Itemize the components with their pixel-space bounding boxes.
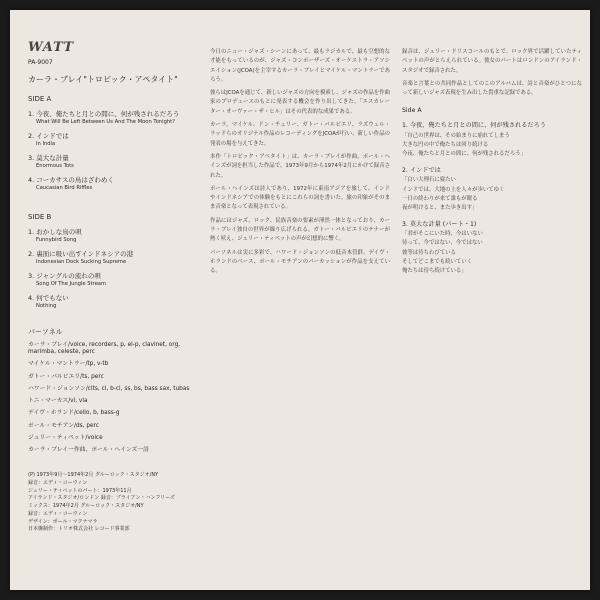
lyric-line: 大きな円の中で俺たちは回り続ける: [402, 142, 489, 149]
track-title-en: Caucasian Bird Riffles: [36, 185, 93, 191]
track-item: [28, 227, 198, 243]
personnel-entry: カーラ・ブレイ/voice, recorders, p, el-p, clavinet, org, marimba, celeste, perc: [28, 342, 181, 356]
track-title-jp: 2. インドでは: [28, 132, 69, 140]
personnel-entry: カーラ・ブレイ一作曲、ポール・ヘインズ一詩: [28, 447, 149, 454]
track-title-jp: 3. 莫大な計量: [28, 154, 69, 162]
liner-paragraph: カーラ、マイケル、ドン・チェリー、ガトー・バルビエリ、ラズウェル・ラッドらのオリジナル作品のレコーディングをJCOAが行い、新しい作品の発表の場を与えてきた。: [210, 122, 390, 147]
track-listing-column: [28, 40, 198, 454]
lyric-line: 「自己の世界は、その始まりに崩れてしまう: [402, 132, 510, 139]
lyric-line: 「君がそこにいた時、今はいない: [402, 231, 483, 238]
track-item: [28, 131, 198, 147]
liner-paragraph: 今日のニュー・ジャズ・シーンにあって、最もラジカルで、最も空想的な才能をもっているのが、ジャズ・コンポーザーズ・オーケストラ・アソシエイション(JCOA)を主宰するカーラ・ブレイとマイケル・マントラーであろう。: [210, 49, 390, 83]
side-b-label: SIDE B: [28, 213, 52, 221]
personnel-entry: マイケル・マントラー/tp, v-tb: [28, 361, 109, 368]
liner-paragraph: 録音は、ジュリー・ドリスコールのもとで、ロック界で活躍していたティペットの声がとらえられている。彼女のパートはロンドンのアイランド・スタジオで録音された。: [402, 49, 582, 74]
liner-paragraph: 本作「トロピック・アペタイト」は、カーラ・ブレイが作曲、ポール・ヘインズが詞を担当した作品で、1973年9月から1974年2月にかけて録音された。: [210, 153, 390, 179]
track-title-en: Enormous Tots: [36, 163, 74, 169]
lyric-line: 俺たちは待ち続けている」: [402, 268, 467, 275]
catalog-number: PA-9007: [28, 59, 53, 66]
track-item: [28, 109, 198, 125]
personnel-entry: トニ・マーカス/vl, vla: [28, 398, 88, 405]
personnel-entry: ガトー・バルビエリ/ts, perc: [28, 373, 104, 380]
track-title-en: In India: [36, 141, 56, 147]
lyrics-section: [402, 166, 582, 214]
credit-line: ジュリー・ティペットのパート：1973年11月: [28, 487, 132, 494]
lyrics-section: [402, 220, 582, 277]
track-title-jp: 1. おかしな鳥の唄: [28, 228, 82, 236]
lyric-line: 夜が明けると、また歩き出す」: [402, 205, 478, 212]
lyrics-side-label: Side A: [402, 107, 422, 115]
track-title-jp: 4. 何でもない: [28, 294, 69, 302]
liner-paragraph: 作品にはジャズ、ロック、民族音楽の要素が渾然一体となっており、カーラ・ブレイ独自の世界が繰り広げられる。ガトー・バルビエリのテナーが熱く吠え、ジュリー・ティペットの声が幻想的に響く。: [210, 217, 390, 243]
track-title-jp: 2. 裏面に吸い出すインドネシアの港: [28, 250, 134, 258]
lyrics-column: [402, 48, 582, 277]
personnel-entry: ポール・モチアン/ds, perc: [28, 422, 100, 429]
credit-line: ミックス：1974年2月 グルーロック・スタジオ/NY: [28, 503, 144, 509]
lyrics-heading: 3. 莫大な計量 (パート・1): [402, 220, 477, 228]
track-item: [28, 293, 198, 309]
liner-paragraph: パーソネルは実に多彩で、ハワード・ジョンソンの低音木管群、デイヴ・ホランドのベース、ポール・モチアンのパーカッションが作品を支えている。: [210, 249, 390, 275]
liner-paragraph: ポール・ヘインズは詩人であり、1972年に東南アジアを旅して、インドやインドネシアでの体験をもとにこれらの詞を書いた。旅の印象がそのまま音楽となって表現されている。: [210, 185, 390, 211]
liner-notes-sheet: [10, 10, 590, 590]
credit-line: 録音：エディ・コーウィン: [28, 510, 88, 517]
liner-paragraph: 音楽と言葉との共同作品としてのこのアルバムは、詩と音楽がひとつになって新しいジャズ表現を生み出した貴重な記録である。: [402, 80, 582, 97]
track-title-en: Funnybird Song: [36, 237, 77, 243]
track-title-en: Song Of The Jungle Stream: [36, 281, 107, 287]
track-item: [28, 175, 198, 191]
track-title-jp: 4. コーカサスの鳥はざわめく: [28, 176, 114, 184]
lyrics-heading: 1. 今夜、俺たちと月との間に、何が残されるだろう: [402, 122, 546, 130]
personnel-entry: ハワード・ジョンソン/clts, cl, b-cl, ss, bs, bass sax, tubas: [28, 385, 190, 392]
track-title-en: Indonesian Dock Sucking Supreme: [36, 259, 127, 265]
side-b-tracklist: [28, 227, 198, 309]
track-title-jp: 3. ジャングルの流れの唄: [28, 272, 101, 280]
liner-notes-column: [210, 48, 390, 277]
personnel-entry: デイヴ・ホランド/cello, b, bass-g: [28, 410, 120, 417]
lyrics-heading: 2. インドでは: [402, 166, 441, 174]
personnel-entry: ジュリー・ティペット/voice: [28, 434, 103, 441]
track-title-en: Nothing: [36, 303, 57, 309]
track-item: [28, 271, 198, 287]
lyric-line: 彼等は待ちわびている: [402, 249, 456, 256]
side-a-label: SIDE A: [28, 95, 52, 103]
track-title-en: What Will Be Left Between Us And The Moon Tonight?: [36, 119, 175, 125]
credit-line: デザイン：ポール・マクナマラ: [28, 518, 98, 525]
personnel-heading: パーソネル: [28, 328, 63, 336]
album-title: カーラ・ブレイ"トロピック・アペタイト": [28, 75, 178, 84]
recording-credits: [28, 472, 198, 534]
track-item: [28, 153, 198, 169]
track-item: [28, 249, 198, 265]
track-title-jp: 1. 今夜、俺たちと月との間に、何が残されるだろう: [28, 110, 180, 118]
lyric-line: そしてどこまでも続いていく: [402, 259, 473, 266]
lyric-line: 一日の終わりが来て誰もが眠る: [402, 195, 478, 202]
credit-line: (P) 1973年9月〜1974年2月 グルーロック・スタジオ/NY: [28, 472, 159, 478]
lyric-line: 今夜、俺たちと月との間に、何が残されるだろう」: [402, 151, 526, 158]
personnel-list: [28, 342, 198, 454]
lyric-line: 「白い大理石に寝たい: [402, 177, 456, 184]
credit-line: 日本盤制作：トリオ株式会社 レコード事業部: [28, 526, 130, 533]
lyrics-section: [402, 121, 582, 160]
credit-line: アイランド・スタジオ/ロンドン 録音：ブライアン・ハンフリーズ: [28, 495, 175, 502]
credit-line: 録音：エディ・コーウィン: [28, 479, 88, 486]
lyric-line: 待って、今ではない、今ではない: [402, 240, 483, 247]
watt-logo: WATT: [28, 40, 75, 55]
side-a-tracklist: [28, 109, 198, 191]
lyric-line: インドでは、大地の上を人々が歩いてゆく: [402, 186, 505, 193]
liner-paragraph: 彼らはJCOAを通じて、新しいジャズの方向を模索し、ジャズの作品を作曲家のプロデュースのもとに発表する機会を作り出してきた。「エスカレーター・オーヴァー・ザ・ヒル」はその代表的な成果である。: [210, 90, 390, 115]
